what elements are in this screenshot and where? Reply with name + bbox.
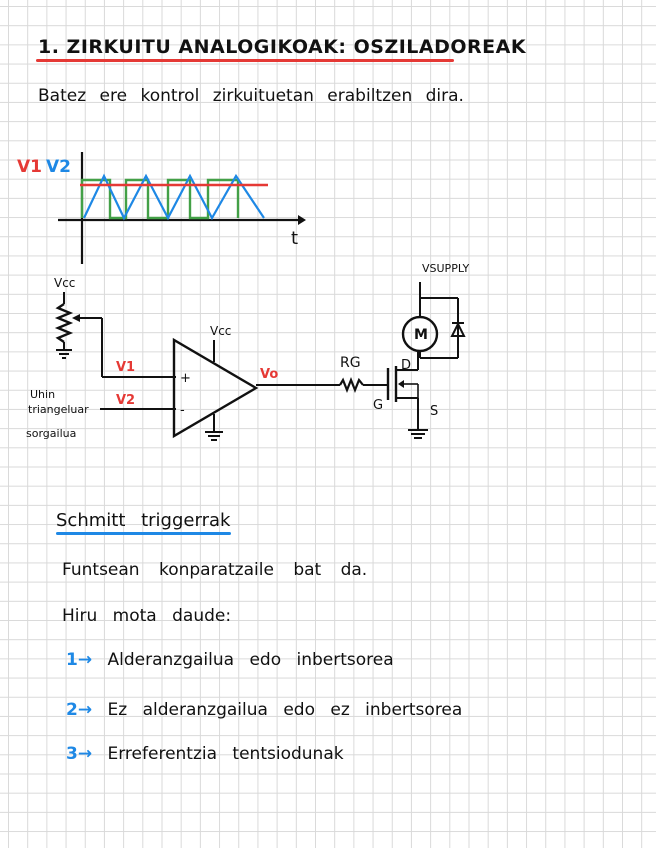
- gate-label: G: [373, 398, 384, 413]
- svg-text:triangeluar: triangeluar: [28, 403, 89, 416]
- list-item: 3→ Erreferentzia tentsiodunak: [66, 744, 344, 764]
- plus-input-label: +: [180, 371, 191, 386]
- types-intro: Hiru mota daude:: [62, 606, 232, 626]
- mosfet: [373, 352, 438, 438]
- drain-label: D: [401, 358, 412, 373]
- v1-node-label: V1: [116, 360, 136, 375]
- subtitle-underline: [56, 532, 231, 535]
- list-item: 1→ Alderanzgailua edo inbertsorea: [66, 650, 394, 670]
- item-number: 1: [66, 650, 78, 670]
- t-axis-label: t: [291, 228, 299, 249]
- triangle-source-label: [26, 388, 89, 440]
- vcc-pot-label: Vcc: [54, 276, 76, 290]
- item-number: 3: [66, 744, 78, 764]
- section-subtitle: Schmitt triggerrak: [56, 510, 231, 531]
- motor-label: M: [414, 327, 428, 343]
- page-title: 1. ZIRKUITU ANALOGIKOAK: OSZILADOREAK: [38, 36, 527, 58]
- intro-text: Batez ere kontrol zirkuituetan erabiltzen dira.: [38, 86, 464, 106]
- x-axis-arrow: [298, 215, 306, 225]
- vsupply-label: VSUPPLY: [422, 262, 470, 275]
- svg-text:Uhin: Uhin: [30, 388, 56, 401]
- item-text: Erreferentzia tentsiodunak: [107, 744, 344, 764]
- item-number: 2: [66, 700, 78, 720]
- item-text: Ez alderanzgailua edo ez inbertsorea: [107, 700, 463, 720]
- v2-node-label: V2: [116, 393, 136, 408]
- v2-axis-label: V2: [46, 157, 71, 177]
- svg-text:sorgailua: sorgailua: [26, 427, 77, 440]
- v1-axis-label: V1: [17, 157, 42, 177]
- gate-resistor: [340, 355, 388, 390]
- vcc-opamp-label: Vcc: [210, 324, 232, 338]
- potentiometer: [54, 276, 176, 377]
- waveform-graph: [17, 152, 306, 264]
- source-label: S: [430, 404, 439, 419]
- item-text: Alderanzgailua edo inbertsorea: [107, 650, 394, 670]
- op-amp: [100, 324, 340, 440]
- minus-input-label: -: [180, 403, 185, 418]
- vo-node-label: Vo: [260, 367, 279, 382]
- list-item: 2→ Ez alderanzgailua edo ez inbertsorea: [66, 700, 463, 720]
- motor-branch: [403, 262, 469, 358]
- rg-label: RG: [340, 355, 361, 371]
- description-line: Funtsean konparatzaile bat da.: [62, 560, 368, 580]
